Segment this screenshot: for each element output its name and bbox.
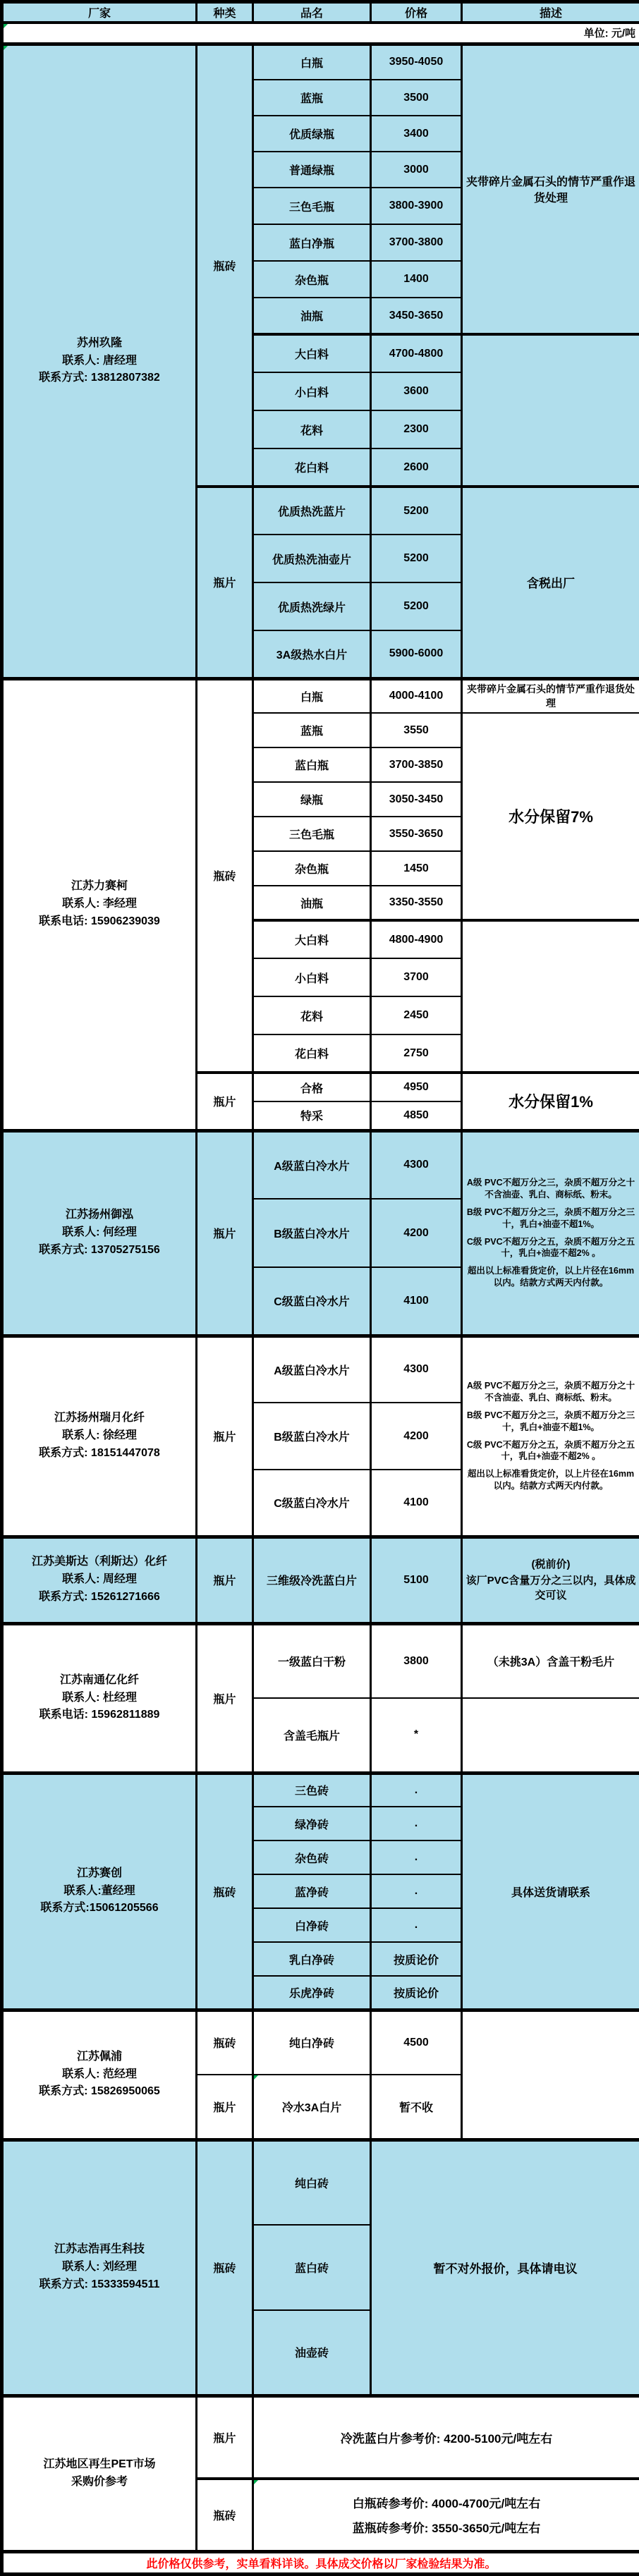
company-info-line: 江苏佩浦 xyxy=(6,2049,193,2066)
desc-cell xyxy=(462,1623,639,1698)
col-header-type: 种类 xyxy=(197,2,253,23)
product-cell: 绿净砖 xyxy=(253,1807,371,1841)
desc-cell xyxy=(462,1773,639,2010)
product-cell: 绿瓶 xyxy=(253,782,371,817)
col-header-description: 描述 xyxy=(462,2,639,23)
company-info-line: 江苏力赛柯 xyxy=(6,878,193,896)
price-cell: 4000-4100 xyxy=(371,678,462,713)
price-cell: 5900-6000 xyxy=(371,630,462,678)
price-cell: 3400 xyxy=(371,116,462,152)
price-cell: 2600 xyxy=(371,448,462,487)
table-row xyxy=(2,678,639,713)
price-cell: 3450-3650 xyxy=(371,298,462,334)
desc-cell xyxy=(462,1073,639,1130)
table-row xyxy=(2,1336,639,1403)
company-cell xyxy=(2,1537,197,1623)
company-info-line: 江苏扬州瑞月化纤 xyxy=(6,1410,193,1427)
type-cell: 瓶砖 xyxy=(197,44,253,487)
col-header-price: 价格 xyxy=(371,2,462,23)
desc-paragraph: 具体送货请联系 xyxy=(465,1884,637,1900)
price-cell: 2450 xyxy=(371,996,462,1034)
desc-paragraph: 水分保留7% xyxy=(465,805,637,827)
product-cell: 含盖毛瓶片 xyxy=(253,1698,371,1773)
price-cell: 2750 xyxy=(371,1034,462,1073)
type-cell: 瓶砖 xyxy=(197,2139,253,2395)
col-header-manufacturer: 厂家 xyxy=(2,2,197,23)
product-cell: 花白料 xyxy=(253,448,371,487)
company-info-line: 江苏地区再生PET市场 xyxy=(6,2456,193,2474)
company-info-line: 苏州玖隆 xyxy=(6,335,193,353)
product-cell: 普通绿瓶 xyxy=(253,152,371,188)
desc-cell xyxy=(462,1537,639,1623)
price-cell: 2300 xyxy=(371,410,462,448)
product-cell: 大白料 xyxy=(253,920,371,958)
product-cell: 蓝白净瓶 xyxy=(253,224,371,261)
company-info-line: 联系方式: 15261271666 xyxy=(6,1589,193,1606)
company-info-line: 联系电话: 15906239039 xyxy=(6,913,193,931)
company-info-line: 联系人: 李经理 xyxy=(6,896,193,913)
product-cell: 花料 xyxy=(253,410,371,448)
product-cell: 特采 xyxy=(253,1101,371,1130)
company-info-line: 联系人: 范经理 xyxy=(6,2066,193,2084)
type-cell: 瓶片 xyxy=(197,487,253,678)
desc-cell xyxy=(462,2010,639,2139)
price-cell: 3800-3900 xyxy=(371,188,462,224)
product-cell: C级蓝白冷水片 xyxy=(253,1470,371,1537)
company-info-line: 联系人: 何经理 xyxy=(6,1224,193,1242)
desc-paragraph: B级 PVC不超万分之三，杂质不超万分之三十，乳白+油壶不超1%。 xyxy=(465,1207,637,1231)
price-cell: 4500 xyxy=(371,2010,462,2075)
product-cell: 乐虎净砖 xyxy=(253,1976,371,2010)
type-cell: 瓶片 xyxy=(197,1537,253,1623)
price-cell: 3700 xyxy=(371,958,462,996)
product-cell: 蓝白瓶 xyxy=(253,747,371,782)
table-row xyxy=(2,1773,639,1807)
price-cell: 3550 xyxy=(371,713,462,747)
type-cell: 瓶片 xyxy=(197,2395,253,2479)
company-cell xyxy=(2,1623,197,1773)
price-cell: 4100 xyxy=(371,1470,462,1537)
type-cell: 瓶片 xyxy=(197,1336,253,1537)
product-cell: 油壶砖 xyxy=(253,2310,371,2395)
price-cell: 按质论价 xyxy=(371,1942,462,1976)
type-cell: 瓶片 xyxy=(197,1623,253,1773)
desc-paragraph: 超出以上标准看货定价，以上片径在16mm以内。结款方式两天内付款。 xyxy=(465,1468,637,1492)
product-cell: 油瓶 xyxy=(253,298,371,334)
product-cell: 合格 xyxy=(253,1073,371,1101)
table-row xyxy=(2,1623,639,1698)
desc-paragraph: 含税出厂 xyxy=(465,573,637,591)
desc-paragraph: A级 PVC不超万分之三，杂质不超万分之十 不含油壶、乳白、商标纸、粉末。 xyxy=(465,1177,637,1201)
desc-paragraph: (税前价) xyxy=(465,1557,637,1572)
company-info-line: 江苏美斯达（利斯达）化纤 xyxy=(6,1553,193,1571)
product-cell: 优质热洗绿片 xyxy=(253,582,371,630)
desc-paragraph: 该厂PVC含量万分之三以内，具体成交可议 xyxy=(465,1573,637,1603)
desc-paragraph: C级 PVC不超万分之五，杂质不超万分之五十，乳白+油壶不超2% 。 xyxy=(465,1236,637,1260)
desc-cell xyxy=(462,713,639,920)
company-info-line: 联系方式: 13812807382 xyxy=(6,370,193,387)
company-cell xyxy=(2,2395,197,2551)
desc-paragraph: 夹带碎片金属石头的情节严重作退货处理 xyxy=(465,682,637,710)
company-info-line: 联系人: 唐经理 xyxy=(6,353,193,370)
desc-paragraph: B级 PVC不超万分之三，杂质不超万分之三十，乳白+油壶不超1%。 xyxy=(465,1410,637,1434)
product-cell: 大白料 xyxy=(253,334,371,372)
product-cell: 花白料 xyxy=(253,1034,371,1073)
company-cell xyxy=(2,1773,197,2010)
table-row xyxy=(2,44,639,80)
company-info-line: 联系方式: 15826950065 xyxy=(6,2083,193,2101)
price-cell: 3050-3450 xyxy=(371,782,462,817)
table-row xyxy=(2,2395,639,2479)
price-cell: . xyxy=(371,1841,462,1874)
desc-paragraph: C级 PVC不超万分之五，杂质不超万分之五十，乳白+油壶不超2% 。 xyxy=(465,1439,637,1463)
type-cell: 瓶片 xyxy=(197,1073,253,1130)
price-cell: 3500 xyxy=(371,80,462,116)
price-cell: 3350-3550 xyxy=(371,886,462,920)
price-cell: 5200 xyxy=(371,582,462,630)
product-cell: 纯白砖 xyxy=(253,2139,371,2225)
unit-row xyxy=(2,23,639,44)
company-cell xyxy=(2,2139,197,2395)
price-cell: 4950 xyxy=(371,1073,462,1101)
product-cell: 小白料 xyxy=(253,372,371,410)
product-cell: 蓝净砖 xyxy=(253,1874,371,1908)
type-cell: 瓶片 xyxy=(197,2075,253,2139)
price-cell: 5200 xyxy=(371,487,462,535)
company-cell xyxy=(2,678,197,1130)
product-cell: 三色毛瓶 xyxy=(253,188,371,224)
company-info-line: 联系人: 刘经理 xyxy=(6,2259,193,2276)
price-cell: 3700-3800 xyxy=(371,224,462,261)
company-info-line: 采购价参考 xyxy=(6,2474,193,2491)
product-cell: 花料 xyxy=(253,996,371,1034)
type-cell: 瓶砖 xyxy=(197,2479,253,2551)
product-cell: 纯白净砖 xyxy=(253,2010,371,2075)
table-row xyxy=(2,1537,639,1623)
desc-cell xyxy=(462,1698,639,1773)
company-info-line: 江苏志浩再生科技 xyxy=(6,2241,193,2259)
price-cell: 4850 xyxy=(371,1101,462,1130)
product-cell: 蓝瓶 xyxy=(253,713,371,747)
desc-paragraph: A级 PVC不超万分之三，杂质不超万分之十 不含油壶、乳白、商标纸、粉末。 xyxy=(465,1380,637,1404)
desc-cell xyxy=(462,44,639,334)
product-cell: 蓝瓶 xyxy=(253,80,371,116)
price-cell: 4200 xyxy=(371,1199,462,1267)
price-cell: 3700-3850 xyxy=(371,747,462,782)
product-cell: 油瓶 xyxy=(253,886,371,920)
desc-cell xyxy=(462,1130,639,1336)
product-cell: 优质热洗油壶片 xyxy=(253,535,371,582)
company-info-line: 联系电话: 15962811889 xyxy=(6,1707,193,1724)
price-cell: 1400 xyxy=(371,261,462,298)
col-header-product: 品名 xyxy=(253,2,371,23)
product-cell: 乳白净砖 xyxy=(253,1942,371,1976)
price-cell: 4200 xyxy=(371,1403,462,1470)
desc-cell xyxy=(371,2139,639,2395)
product-cell: B级蓝白冷水片 xyxy=(253,1403,371,1470)
price-cell: 3600 xyxy=(371,372,462,410)
desc-paragraph: 超出以上标准看货定价，以上片径在16mm以内。结款方式两天内付款。 xyxy=(465,1265,637,1289)
price-cell: . xyxy=(371,1908,462,1942)
product-cell: 冷水3A白片 xyxy=(253,2075,371,2139)
footer-disclaimer: 此价格仅供参考，实单看料详谈。具体成交价格以厂家检验结果为准。 xyxy=(2,2551,639,2574)
price-cell: 3000 xyxy=(371,152,462,188)
reference-price-line: 冷洗蓝白片参考价: 4200-5100元/吨左右 xyxy=(256,2429,637,2446)
product-cell: 杂色瓶 xyxy=(253,261,371,298)
desc-cell xyxy=(462,487,639,678)
desc-cell xyxy=(462,678,639,713)
product-cell: 三维级冷洗蓝白片 xyxy=(253,1537,371,1623)
company-cell xyxy=(2,1336,197,1537)
product-cell: 杂色瓶 xyxy=(253,851,371,886)
product-cell: 白净砖 xyxy=(253,1908,371,1942)
type-cell: 瓶片 xyxy=(197,1130,253,1336)
companies-body xyxy=(2,44,639,2551)
price-cell: 4300 xyxy=(371,1130,462,1199)
desc-cell xyxy=(462,920,639,1073)
company-info-line: 江苏南通亿化纤 xyxy=(6,1672,193,1690)
product-cell: 白瓶 xyxy=(253,44,371,80)
company-info-line: 联系方式:15061205566 xyxy=(6,1900,193,1917)
price-cell: 5100 xyxy=(371,1537,462,1623)
company-info-line: 联系人: 杜经理 xyxy=(6,1690,193,1707)
company-cell xyxy=(2,1130,197,1336)
company-cell xyxy=(2,2010,197,2139)
desc-paragraph: （未挑3A）含盖干粉毛片 xyxy=(465,1653,637,1669)
price-cell: 4800-4900 xyxy=(371,920,462,958)
merged-product-cell xyxy=(253,2395,639,2479)
product-cell: 优质热洗蓝片 xyxy=(253,487,371,535)
company-info-line: 江苏扬州御泓 xyxy=(6,1207,193,1224)
price-cell: 4100 xyxy=(371,1267,462,1336)
desc-paragraph: 暂不对外报价，具体请电议 xyxy=(374,2259,637,2276)
price-cell: . xyxy=(371,1874,462,1908)
price-cell: * xyxy=(371,1698,462,1773)
company-info-line: 联系人: 徐经理 xyxy=(6,1427,193,1445)
desc-paragraph: 水分保留1% xyxy=(465,1090,637,1112)
type-cell: 瓶砖 xyxy=(197,2010,253,2075)
footer-row xyxy=(2,2551,639,2574)
company-cell xyxy=(2,44,197,678)
price-cell: 3950-4050 xyxy=(371,44,462,80)
product-cell: 3A级热水白片 xyxy=(253,630,371,678)
desc-cell xyxy=(462,1336,639,1537)
table-row xyxy=(2,2010,639,2075)
price-cell: 3550-3650 xyxy=(371,817,462,851)
header-row xyxy=(2,2,639,23)
product-cell: B级蓝白冷水片 xyxy=(253,1199,371,1267)
price-cell: 按质论价 xyxy=(371,1976,462,2010)
company-info-line: 联系方式: 13705275156 xyxy=(6,1242,193,1259)
product-cell: 一级蓝白干粉 xyxy=(253,1623,371,1698)
company-info-line: 江苏赛创 xyxy=(6,1865,193,1883)
table-row xyxy=(2,1130,639,1199)
product-cell: A级蓝白冷水片 xyxy=(253,1336,371,1403)
price-cell: 1450 xyxy=(371,851,462,886)
product-cell: C级蓝白冷水片 xyxy=(253,1267,371,1336)
price-cell: 暂不收 xyxy=(371,2075,462,2139)
product-cell: 优质绿瓶 xyxy=(253,116,371,152)
product-cell: 三色砖 xyxy=(253,1773,371,1807)
price-cell: 4700-4800 xyxy=(371,334,462,372)
price-cell: 4300 xyxy=(371,1336,462,1403)
product-cell: A级蓝白冷水片 xyxy=(253,1130,371,1199)
merged-product-cell xyxy=(253,2479,639,2551)
desc-paragraph: 夹带碎片金属石头的情节严重作退货处理 xyxy=(465,173,637,205)
product-cell: 蓝白砖 xyxy=(253,2225,371,2310)
company-info-line: 联系人:董经理 xyxy=(6,1883,193,1900)
type-cell: 瓶砖 xyxy=(197,678,253,1073)
table-row xyxy=(2,2139,639,2225)
product-cell: 小白料 xyxy=(253,958,371,996)
product-cell: 白瓶 xyxy=(253,678,371,713)
company-info-line: 联系方式: 18151447078 xyxy=(6,1445,193,1463)
desc-cell xyxy=(462,334,639,487)
price-cell: . xyxy=(371,1773,462,1807)
company-info-line: 联系方式: 15333594511 xyxy=(6,2276,193,2294)
price-cell: 5200 xyxy=(371,535,462,582)
product-cell: 三色毛瓶 xyxy=(253,817,371,851)
company-info-line: 联系人: 周经理 xyxy=(6,1571,193,1589)
price-cell: 3800 xyxy=(371,1623,462,1698)
reference-price-line: 蓝瓶砖参考价: 3550-3650元/吨左右 xyxy=(256,2518,637,2536)
product-cell: 杂色砖 xyxy=(253,1841,371,1874)
price-cell: . xyxy=(371,1807,462,1841)
type-cell: 瓶砖 xyxy=(197,1773,253,2010)
reference-price-line: 白瓶砖参考价: 4000-4700元/吨左右 xyxy=(256,2493,637,2511)
unit-note: 单位: 元/吨 xyxy=(2,23,639,44)
